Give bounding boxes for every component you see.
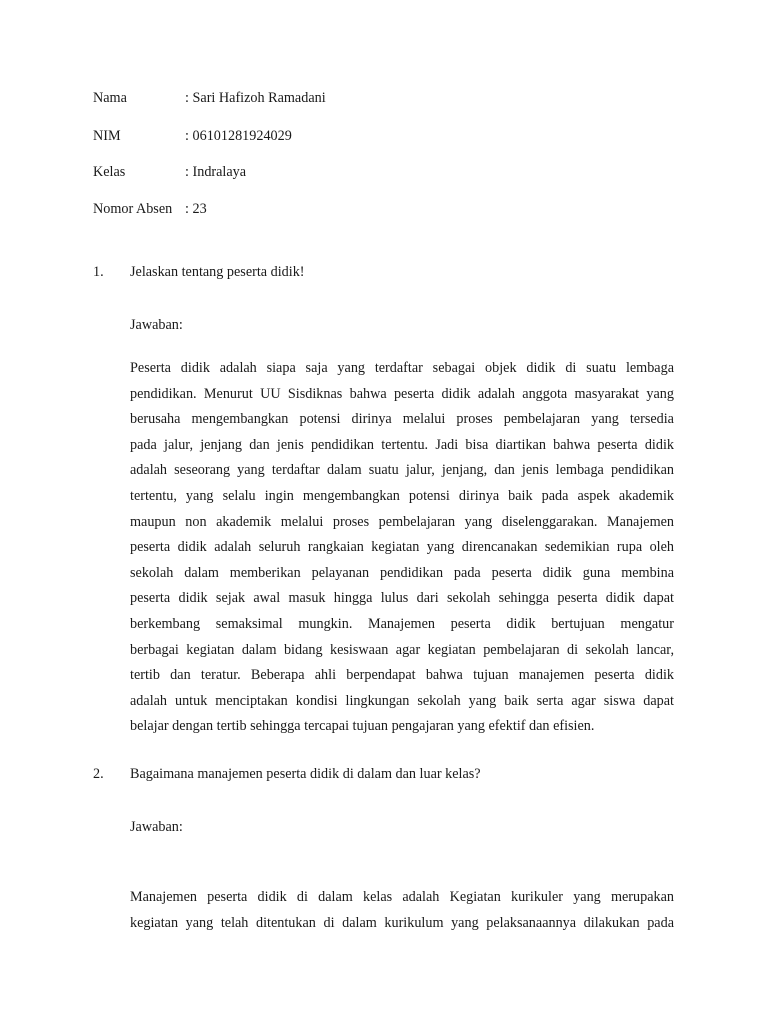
question-2-answer-paragraph <box>130 887 674 938</box>
answer-1-line: pada jalur, jenjang dan jenis pendidikan tertentu. Jadi bisa diartikan bahwa peserta didik <box>130 436 674 453</box>
answer-1-line: berbagai kegiatan dalam bidang kesiswaan agar kegiatan pembelajaran di sekolah lancar, <box>130 641 674 658</box>
nim-label: NIM <box>93 128 121 144</box>
absen-value: : 23 <box>185 199 207 219</box>
question-2-text: Bagaimana manajemen peserta didik di dalam dan luar kelas? <box>130 766 481 782</box>
info-row-nim <box>93 126 292 146</box>
info-row-kelas <box>93 162 246 182</box>
answer-2-line: kegiatan yang telah ditentukan di dalam kurikulum yang pelaksanaannya dilakukan pada <box>130 914 674 931</box>
answer-1-line: tertib dan teratur. Beberapa ahli berpendapat bahwa tujuan manajemen peserta didik <box>130 667 674 684</box>
answer-1-line: Peserta didik adalah siapa saja yang terdaftar sebagai objek didik di suatu lembaga <box>130 360 674 376</box>
question-1-text: Jelaskan tentang peserta didik! <box>130 264 305 280</box>
answer-1-line: sekolah dalam memberikan pelayanan pendidikan pada peserta didik guna membina <box>130 564 674 581</box>
answer-1-line: berkembang semaksimal mungkin. Manajemen peserta didik bertujuan mengatur <box>130 615 674 632</box>
question-1-answer-paragraph <box>130 358 674 742</box>
answer-2-line: Manajemen peserta didik di dalam kelas adalah Kegiatan kurikuler yang merupakan <box>130 889 674 905</box>
info-row-absen <box>93 199 207 219</box>
nama-value: : Sari Hafizoh Ramadani <box>185 88 326 108</box>
kelas-label: Kelas <box>93 164 126 180</box>
answer-1-line: peserta didik adalah seluruh rangkaian kegiatan yang direncanakan sedemikian rupa oleh <box>130 539 674 556</box>
answer-1-line: adalah seseorang yang terdaftar dalam suatu jalur, jenjang, dan jenis lembaga pendidikan <box>130 462 674 479</box>
answer-1-line: berusaha mengembangkan potensi dirinya melalui proses pembelajaran yang tersedia <box>130 411 674 428</box>
nama-label: Nama <box>93 90 127 106</box>
question-2-number: 2. <box>93 766 104 782</box>
question-2-answer-label: Jawaban: <box>130 819 183 835</box>
nim-value: : 06101281924029 <box>185 126 292 146</box>
info-row-nama <box>93 88 326 108</box>
answer-1-line: tertentu, yang selalu ingin mengembangkan potensi dirinya baik pada aspek akademik <box>130 487 674 504</box>
absen-label: Nomor Absen <box>93 201 173 217</box>
answer-1-line: peserta didik sejak awal masuk hingga lulus dari sekolah sehingga peserta didik dapat <box>130 590 674 607</box>
question-1-answer-label: Jawaban: <box>130 317 183 333</box>
answer-1-line: belajar dengan tertib sehingga tercapai tujuan pengajaran yang efektif dan efisien. <box>130 718 595 735</box>
question-1-number: 1. <box>93 264 104 280</box>
answer-1-line: maupun non akademik melalui proses pembelajaran yang diselenggarakan. Manajemen <box>130 513 674 530</box>
answer-1-line: adalah untuk menciptakan kondisi lingkungan sekolah yang baik serta agar siswa dapat <box>130 692 674 709</box>
answer-1-line: pendidikan. Menurut UU Sisdiknas bahwa peserta didik adalah anggota masyarakat yang <box>130 385 674 402</box>
kelas-value: : Indralaya <box>185 162 246 182</box>
